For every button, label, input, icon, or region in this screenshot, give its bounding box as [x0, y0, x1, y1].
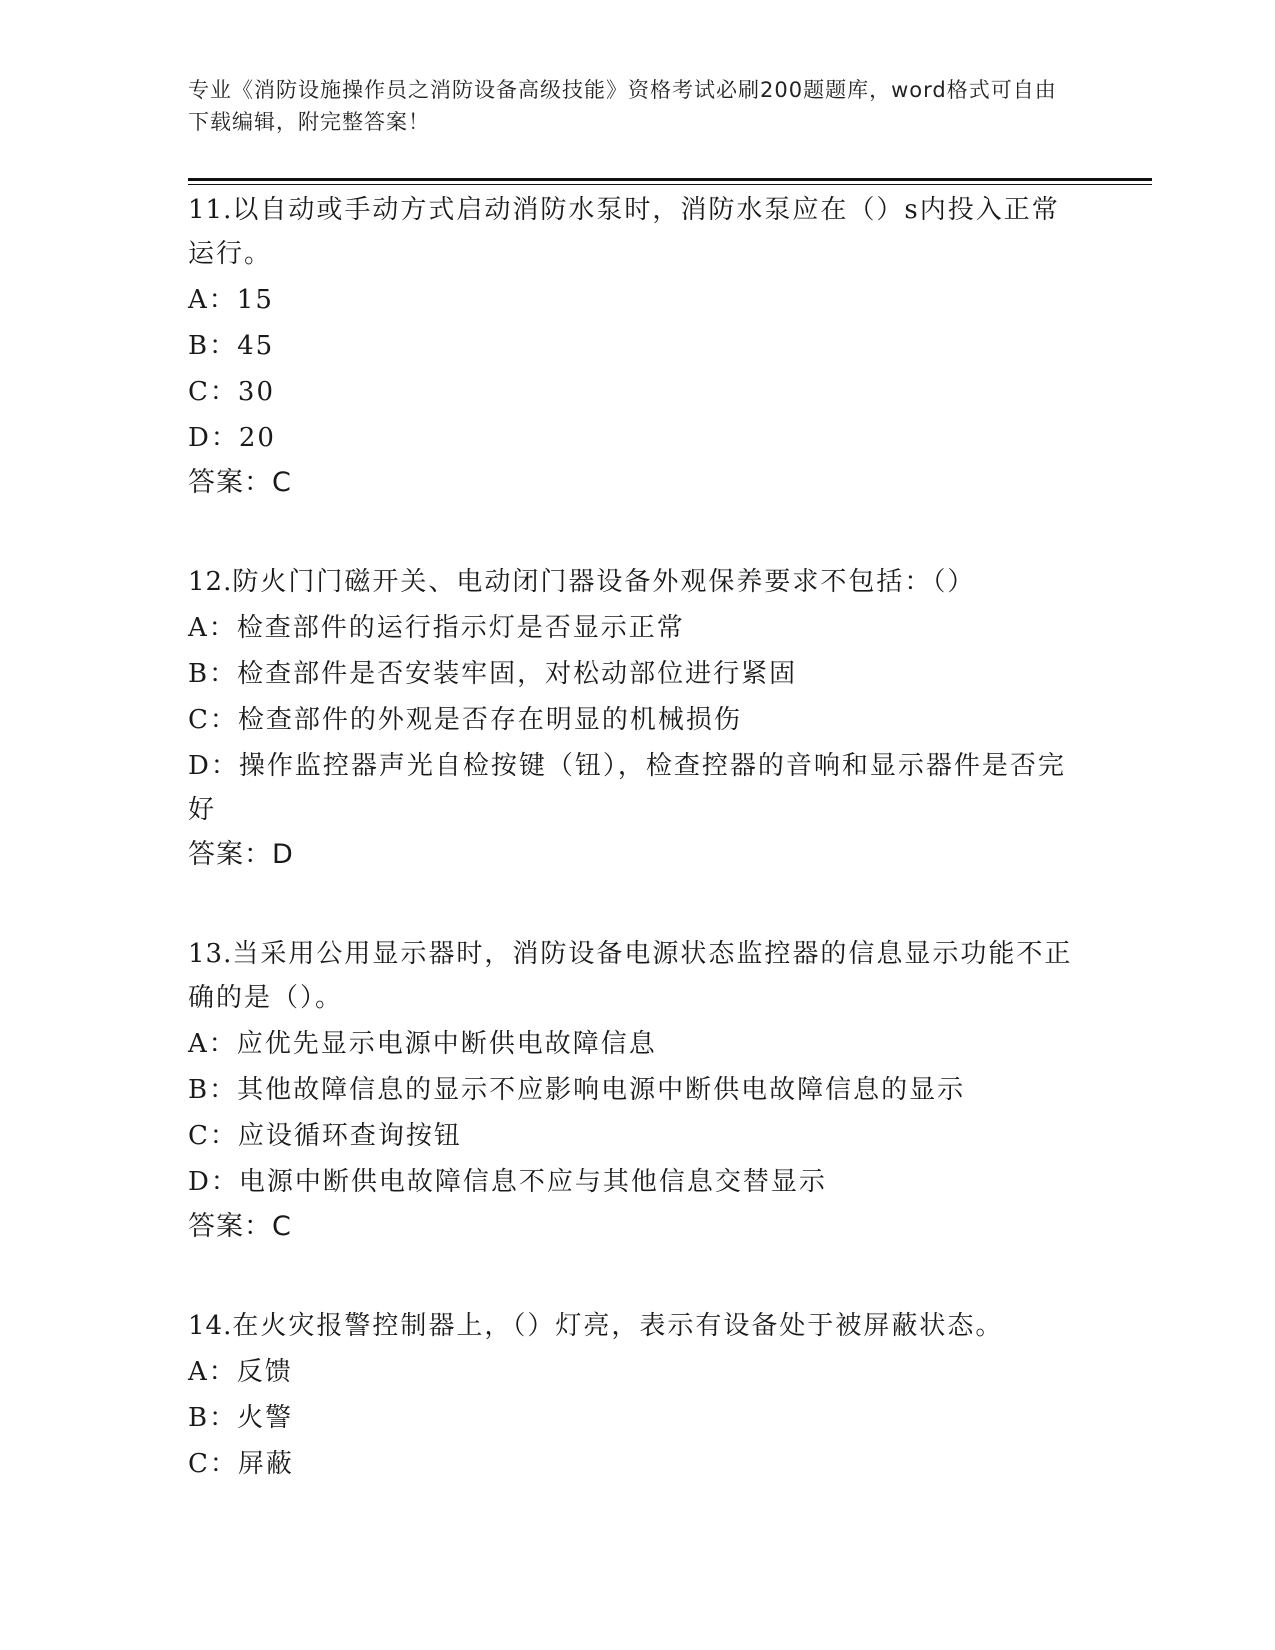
option-d: D：操作监控器声光自检按键（钮），检查控器的音响和显示器件是否完好	[188, 751, 1066, 825]
question-stem	[188, 560, 1078, 604]
question-text: 以自动或手动方式启动消防水泵时，消防水泵应在（）s内投入正常运行。	[188, 195, 1060, 269]
option-a: A：反馈	[188, 1357, 293, 1387]
option-b: B：其他故障信息的显示不应影响电源中断供电故障信息的显示	[188, 1075, 966, 1105]
question-number: 13.	[188, 939, 233, 969]
option-b: B：45	[188, 331, 275, 361]
option-c: C：30	[188, 377, 275, 407]
option-d: D：电源中断供电故障信息不应与其他信息交替显示	[188, 1167, 827, 1197]
question-stem	[188, 1304, 1078, 1348]
question-text: 在火灾报警控制器上，（）灯亮，表示有设备处于被屏蔽状态。	[232, 1311, 1004, 1341]
question-stem	[188, 932, 1078, 1020]
answer: 答案：D	[188, 839, 294, 870]
question-number: 12.	[188, 567, 233, 597]
option-b: B：火警	[188, 1403, 294, 1433]
option-d: D：20	[188, 423, 276, 453]
question-11	[188, 188, 1078, 505]
header-divider-thick	[188, 178, 1152, 181]
answer: 答案：C	[188, 1211, 292, 1242]
question-stem	[188, 188, 1078, 276]
question-12	[188, 560, 1078, 877]
question-number: 11.	[188, 195, 233, 225]
question-text: 防火门门磁开关、电动闭门器设备外观保养要求不包括：（）	[232, 567, 976, 597]
question-13	[188, 932, 1078, 1249]
option-a: A：检查部件的运行指示灯是否显示正常	[188, 613, 685, 643]
option-c: C：检查部件的外观是否存在明显的机械损伤	[188, 705, 742, 735]
option-a: A：应优先显示电源中断供电故障信息	[188, 1029, 657, 1059]
answer: 答案：C	[188, 467, 292, 498]
header-divider-thin	[188, 184, 1152, 185]
question-14	[188, 1304, 1078, 1486]
question-number: 14.	[188, 1311, 233, 1341]
option-a: A：15	[188, 285, 274, 315]
document-header: 专业《消防设施操作员之消防设备高级技能》资格考试必刷200题题库，word格式可自由下载编辑，附完整答案！	[188, 78, 1057, 134]
option-c: C：屏蔽	[188, 1449, 294, 1479]
option-c: C：应设循环查询按钮	[188, 1121, 462, 1151]
question-text: 当采用公用显示器时，消防设备电源状态监控器的信息显示功能不正确的是（）。	[188, 939, 1073, 1013]
option-b: B：检查部件是否安装牢固，对松动部位进行紧固	[188, 659, 798, 689]
question-list	[188, 188, 1078, 1541]
